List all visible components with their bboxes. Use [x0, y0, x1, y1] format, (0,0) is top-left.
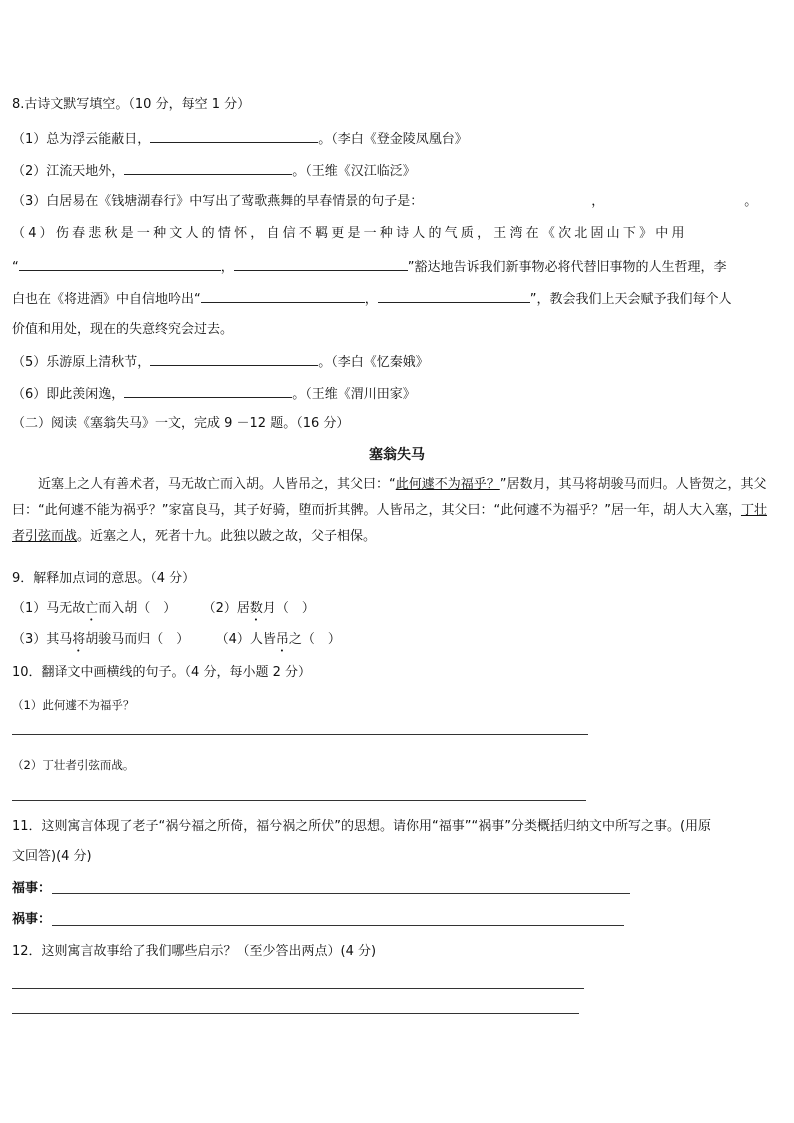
q9-item-2: （2）居: [202, 601, 250, 616]
q8-item-2: [12, 161, 416, 181]
passage-text: ”居数月，其马将胡骏马而归。人皆贺之，其父曰：“此何遽不能为祸乎？”家富良马，其子好骑，堕而折其髀。人皆吊之，其父曰：“此何遽不为福乎？”居一年，胡人大入塞，: [12, 477, 767, 518]
q8-item-5-source: 。（李白《忆秦娥》: [318, 355, 429, 370]
q8-item-1: [12, 129, 468, 149]
q10-title: 10．翻译文中画横线的句子。（4 分，每小题 2 分）: [12, 665, 311, 680]
q9-row-2: [12, 631, 341, 655]
q9-item-2-tail: 月（ ）: [262, 601, 315, 616]
q9-title: 9．解释加点词的意思。（4 分）: [12, 571, 196, 586]
dotted-word: 将: [72, 632, 86, 647]
passage-text: 近塞上之人有善术者，马无故亡而入胡。人皆吊之，其父曰：“: [38, 477, 396, 492]
answer-line[interactable]: [12, 734, 588, 735]
huo-shi-answer-line[interactable]: [52, 925, 624, 926]
comma: ，: [364, 292, 378, 307]
underlined-sentence-2: 丁壮者引弦而战: [12, 503, 767, 544]
answer-blank[interactable]: [124, 161, 292, 175]
q9-row-1: [12, 600, 315, 624]
q11-line-2: 文回答)(4 分): [12, 849, 92, 864]
open-quote: “: [12, 260, 19, 275]
q8-item-4-cont: ”豁达地告诉我们新事物必将代替旧事物的人生哲理，李: [407, 260, 727, 275]
q8-item-4-line2: [12, 257, 727, 277]
passage-body: [12, 472, 772, 550]
dotted-word: 数: [249, 601, 263, 616]
section-2-heading: （二）阅读《塞翁失马》一文，完成 9 －12 题。（16 分）: [12, 416, 350, 431]
q8-item-3-end: 。: [744, 194, 758, 209]
q8-item-5: [12, 352, 429, 372]
q8-item-6-source: 。（王维《渭川田家》: [292, 387, 416, 402]
q8-item-1-source: 。（李白《登金陵凤凰台》: [318, 132, 468, 147]
q9-item-3: （3）其马: [12, 632, 73, 647]
answer-blank[interactable]: [19, 257, 221, 271]
q8-item-4-prompt: 白也在《将进酒》中自信地吟出“: [12, 292, 201, 307]
q8-item-4-line4: 价值和用处，现在的失意终究会过去。: [12, 322, 234, 337]
q9-item-1: （1）马无故: [12, 601, 86, 616]
q10-sentence-2: （2）丁壮者引弦而战。: [12, 758, 135, 772]
q8-item-4-line1: （4）伤春悲秋是一种文人的情怀，自信不羁更是一种诗人的气质，王湾在《次北固山下》中用: [12, 226, 688, 241]
q8-item-3-comma: ，: [591, 194, 605, 209]
q8-item-3-prompt: （3）白居易在《钱塘湖春行》中写出了莺歌燕舞的早春情景的句子是：: [12, 194, 424, 209]
fu-shi-answer-line[interactable]: [52, 893, 630, 894]
q8-item-3: [12, 193, 757, 211]
underlined-sentence-1: 此何遽不为福乎？: [395, 477, 500, 492]
answer-blank[interactable]: [124, 384, 292, 398]
q10-sentence-1: （1）此何遽不为福乎？: [12, 698, 135, 712]
dotted-word: 吊: [275, 632, 289, 647]
answer-blank[interactable]: [378, 289, 530, 303]
q8-item-2-source: 。（王维《汉江临泛》: [292, 164, 416, 179]
q8-item-1-prompt: （1）总为浮云能蔽日，: [12, 132, 151, 147]
q9-item-4-tail: 之（ ）: [288, 632, 341, 647]
q8-item-5-prompt: （5）乐游原上清秋节，: [12, 355, 151, 370]
q8-item-6-prompt: （6）即此羡闲逸，: [12, 387, 125, 402]
dotted-word: 亡: [85, 601, 99, 616]
comma: ，: [220, 260, 234, 275]
answer-line[interactable]: [12, 988, 584, 989]
answer-blank[interactable]: [234, 257, 408, 271]
fu-shi-label: 福事：: [12, 881, 52, 896]
q8-title: 8.古诗文默写填空。（10 分，每空 1 分）: [12, 97, 251, 112]
answer-line[interactable]: [12, 1013, 579, 1014]
q11-line-1: 11．这则寓言体现了老子“祸兮福之所倚，福兮祸之所伏”的思想。请你用“福事”“祸事”分类概括归纳文中所写之事。(用原: [12, 819, 712, 834]
q9-item-3-tail: 胡骏马而归（ ）: [85, 632, 190, 647]
passage-text: 。近塞之人，死者十九。此独以跛之故，父子相保。: [77, 529, 377, 544]
q8-item-2-prompt: （2）江流天地外，: [12, 164, 125, 179]
q9-item-4: （4）人皆: [215, 632, 276, 647]
q8-item-4-tail: ”，教会我们上天会赋予我们每个人: [529, 292, 732, 307]
answer-line[interactable]: [12, 800, 586, 801]
answer-blank[interactable]: [150, 352, 318, 366]
huo-shi-label: 祸事：: [12, 912, 52, 927]
q12-title: 12．这则寓言故事给了我们哪些启示？（至少答出两点）(4 分): [12, 944, 377, 959]
q9-item-1-tail: 而入胡（ ）: [98, 601, 177, 616]
passage-title: 塞翁失马: [369, 447, 425, 463]
q8-item-4-line3: [12, 289, 732, 309]
answer-blank[interactable]: [150, 129, 318, 143]
answer-blank[interactable]: [201, 289, 365, 303]
q8-item-6: [12, 384, 416, 404]
